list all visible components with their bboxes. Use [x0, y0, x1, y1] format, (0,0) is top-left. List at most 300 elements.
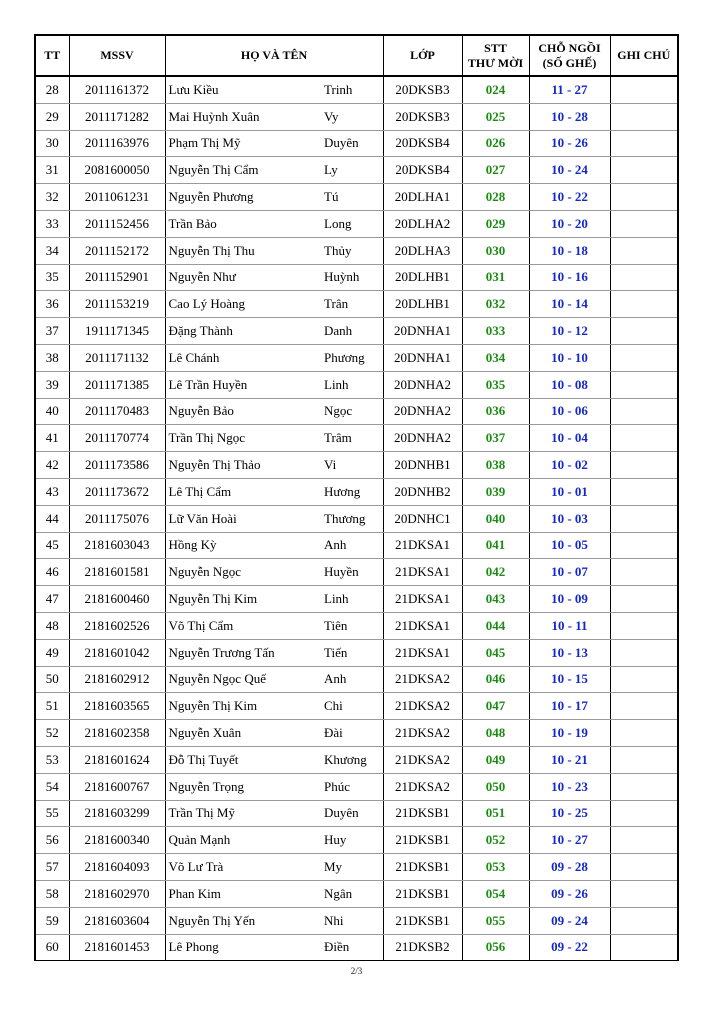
cell-seat: 10 - 04 — [529, 425, 610, 452]
cell-family-middle-name: Lê Thị Cẩm — [165, 478, 320, 505]
cell-family-middle-name: Đỗ Thị Tuyết — [165, 746, 320, 773]
header-invitation-line1: STT — [484, 40, 507, 55]
cell-seat: 10 - 21 — [529, 746, 610, 773]
cell-family-middle-name: Nguyễn Thị Kim — [165, 693, 320, 720]
cell-notes — [610, 291, 678, 318]
cell-tt: 30 — [35, 130, 69, 157]
cell-class: 20DNHB1 — [383, 452, 462, 479]
cell-given-name: Tiên — [320, 612, 383, 639]
cell-class: 21DKSA2 — [383, 746, 462, 773]
cell-student-id: 2011171385 — [69, 371, 165, 398]
cell-class: 21DKSA2 — [383, 773, 462, 800]
cell-notes — [610, 934, 678, 961]
cell-notes — [610, 532, 678, 559]
cell-class: 21DKSA1 — [383, 532, 462, 559]
cell-student-id: 2011061231 — [69, 184, 165, 211]
cell-class: 21DKSA2 — [383, 666, 462, 693]
cell-given-name: Hương — [320, 478, 383, 505]
table-row — [35, 720, 678, 747]
cell-notes — [610, 371, 678, 398]
table-row — [35, 237, 678, 264]
cell-invitation-number: 048 — [462, 720, 529, 747]
cell-student-id: 2181601581 — [69, 559, 165, 586]
cell-invitation-number: 055 — [462, 907, 529, 934]
cell-invitation-number: 051 — [462, 800, 529, 827]
cell-family-middle-name: Trần Thị Mỹ — [165, 800, 320, 827]
table-row — [35, 639, 678, 666]
cell-notes — [610, 478, 678, 505]
cell-seat: 10 - 13 — [529, 639, 610, 666]
cell-seat: 10 - 16 — [529, 264, 610, 291]
table-header — [35, 35, 678, 76]
header-invitation-line2: THƯ MỜI — [467, 55, 524, 70]
cell-tt: 38 — [35, 344, 69, 371]
cell-notes — [610, 76, 678, 103]
table-row — [35, 210, 678, 237]
cell-family-middle-name: Lê Trần Huyền — [165, 371, 320, 398]
cell-tt: 29 — [35, 103, 69, 130]
cell-tt: 49 — [35, 639, 69, 666]
cell-invitation-number: 028 — [462, 184, 529, 211]
table-row — [35, 318, 678, 345]
cell-family-middle-name: Phạm Thị Mỹ — [165, 130, 320, 157]
cell-notes — [610, 880, 678, 907]
cell-family-middle-name: Nguyễn Xuân — [165, 720, 320, 747]
cell-notes — [610, 800, 678, 827]
cell-given-name: Phúc — [320, 773, 383, 800]
cell-notes — [610, 907, 678, 934]
table-row — [35, 157, 678, 184]
cell-notes — [610, 157, 678, 184]
cell-notes — [610, 586, 678, 613]
cell-given-name: Chi — [320, 693, 383, 720]
cell-class: 20DNHA1 — [383, 318, 462, 345]
cell-family-middle-name: Nguyễn Thị Cẩm — [165, 157, 320, 184]
cell-tt: 54 — [35, 773, 69, 800]
cell-tt: 44 — [35, 505, 69, 532]
cell-family-middle-name: Võ Lư Trà — [165, 854, 320, 881]
cell-given-name: Danh — [320, 318, 383, 345]
cell-given-name: My — [320, 854, 383, 881]
cell-invitation-number: 039 — [462, 478, 529, 505]
cell-invitation-number: 024 — [462, 76, 529, 103]
header-class: LỚP — [383, 35, 462, 76]
cell-given-name: Đài — [320, 720, 383, 747]
header-seat — [529, 35, 610, 76]
header-notes: GHI CHÚ — [610, 35, 678, 76]
cell-class: 20DNHA2 — [383, 371, 462, 398]
cell-seat: 10 - 03 — [529, 505, 610, 532]
cell-family-middle-name: Nguyễn Như — [165, 264, 320, 291]
table-row — [35, 76, 678, 103]
cell-class: 20DNHA2 — [383, 425, 462, 452]
cell-seat: 10 - 19 — [529, 720, 610, 747]
cell-given-name: Linh — [320, 586, 383, 613]
cell-student-id: 2181603604 — [69, 907, 165, 934]
cell-family-middle-name: Nguyễn Thị Yến — [165, 907, 320, 934]
cell-seat: 10 - 18 — [529, 237, 610, 264]
cell-tt: 47 — [35, 586, 69, 613]
table-row — [35, 880, 678, 907]
page-number: 2/3 — [350, 966, 363, 976]
cell-invitation-number: 033 — [462, 318, 529, 345]
cell-student-id: 2181602912 — [69, 666, 165, 693]
cell-invitation-number: 044 — [462, 612, 529, 639]
cell-notes — [610, 237, 678, 264]
cell-invitation-number: 030 — [462, 237, 529, 264]
cell-notes — [610, 505, 678, 532]
cell-class: 21DKSA2 — [383, 693, 462, 720]
cell-given-name: Linh — [320, 371, 383, 398]
cell-notes — [610, 854, 678, 881]
cell-notes — [610, 398, 678, 425]
cell-student-id: 2181600767 — [69, 773, 165, 800]
cell-class: 20DKSB4 — [383, 157, 462, 184]
cell-tt: 46 — [35, 559, 69, 586]
cell-class: 20DLHB1 — [383, 291, 462, 318]
table-row — [35, 425, 678, 452]
cell-notes — [610, 344, 678, 371]
cell-seat: 10 - 22 — [529, 184, 610, 211]
cell-family-middle-name: Lê Chánh — [165, 344, 320, 371]
cell-given-name: Anh — [320, 666, 383, 693]
cell-invitation-number: 046 — [462, 666, 529, 693]
cell-given-name: Điền — [320, 934, 383, 961]
table-row — [35, 103, 678, 130]
cell-invitation-number: 031 — [462, 264, 529, 291]
cell-family-middle-name: Đặng Thành — [165, 318, 320, 345]
cell-given-name: Ngân — [320, 880, 383, 907]
cell-seat: 10 - 27 — [529, 827, 610, 854]
cell-student-id: 2181600340 — [69, 827, 165, 854]
header-full-name: HỌ VÀ TÊN — [165, 35, 383, 76]
cell-student-id: 2181602970 — [69, 880, 165, 907]
cell-invitation-number: 034 — [462, 344, 529, 371]
cell-tt: 32 — [35, 184, 69, 211]
cell-invitation-number: 053 — [462, 854, 529, 881]
cell-class: 21DKSB1 — [383, 800, 462, 827]
cell-tt: 51 — [35, 693, 69, 720]
cell-student-id: 2011171132 — [69, 344, 165, 371]
cell-notes — [610, 666, 678, 693]
cell-tt: 37 — [35, 318, 69, 345]
cell-seat: 09 - 24 — [529, 907, 610, 934]
cell-family-middle-name: Nguyễn Ngọc — [165, 559, 320, 586]
cell-given-name: Phương — [320, 344, 383, 371]
cell-seat: 11 - 27 — [529, 76, 610, 103]
table-row — [35, 612, 678, 639]
cell-class: 20DLHA2 — [383, 210, 462, 237]
cell-student-id: 2081600050 — [69, 157, 165, 184]
cell-student-id: 2181602358 — [69, 720, 165, 747]
cell-given-name: Thương — [320, 505, 383, 532]
cell-invitation-number: 041 — [462, 532, 529, 559]
cell-student-id: 2181601453 — [69, 934, 165, 961]
cell-seat: 10 - 08 — [529, 371, 610, 398]
cell-tt: 48 — [35, 612, 69, 639]
cell-class: 20DLHB1 — [383, 264, 462, 291]
cell-given-name: Long — [320, 210, 383, 237]
cell-class: 20DNHA1 — [383, 344, 462, 371]
cell-tt: 56 — [35, 827, 69, 854]
cell-notes — [610, 103, 678, 130]
cell-student-id: 2181600460 — [69, 586, 165, 613]
cell-invitation-number: 026 — [462, 130, 529, 157]
cell-class: 21DKSB1 — [383, 880, 462, 907]
cell-seat: 10 - 06 — [529, 398, 610, 425]
cell-given-name: Duyên — [320, 130, 383, 157]
table-row — [35, 693, 678, 720]
cell-seat: 09 - 22 — [529, 934, 610, 961]
cell-class: 20DNHC1 — [383, 505, 462, 532]
cell-tt: 33 — [35, 210, 69, 237]
cell-student-id: 1911171345 — [69, 318, 165, 345]
cell-family-middle-name: Nguyễn Ngọc Quế — [165, 666, 320, 693]
cell-notes — [610, 264, 678, 291]
cell-tt: 41 — [35, 425, 69, 452]
cell-seat: 10 - 10 — [529, 344, 610, 371]
cell-seat: 10 - 17 — [529, 693, 610, 720]
table-row — [35, 586, 678, 613]
cell-given-name: Trinh — [320, 76, 383, 103]
cell-tt: 35 — [35, 264, 69, 291]
cell-student-id: 2181603043 — [69, 532, 165, 559]
cell-tt: 58 — [35, 880, 69, 907]
cell-invitation-number: 036 — [462, 398, 529, 425]
cell-tt: 39 — [35, 371, 69, 398]
cell-class: 21DKSB1 — [383, 827, 462, 854]
cell-given-name: Anh — [320, 532, 383, 559]
cell-family-middle-name: Mai Huỳnh Xuân — [165, 103, 320, 130]
cell-invitation-number: 032 — [462, 291, 529, 318]
cell-family-middle-name: Nguyễn Thị Kim — [165, 586, 320, 613]
cell-family-middle-name: Nguyễn Trương Tấn — [165, 639, 320, 666]
cell-class: 21DKSB1 — [383, 907, 462, 934]
table-row — [35, 452, 678, 479]
cell-given-name: Trâm — [320, 425, 383, 452]
cell-student-id: 2011161372 — [69, 76, 165, 103]
cell-tt: 53 — [35, 746, 69, 773]
cell-seat: 10 - 12 — [529, 318, 610, 345]
cell-given-name: Vi — [320, 452, 383, 479]
cell-seat: 10 - 07 — [529, 559, 610, 586]
cell-given-name: Vy — [320, 103, 383, 130]
cell-invitation-number: 049 — [462, 746, 529, 773]
table-row — [35, 291, 678, 318]
table-row — [35, 907, 678, 934]
cell-given-name: Nhi — [320, 907, 383, 934]
cell-given-name: Thủy — [320, 237, 383, 264]
cell-seat: 10 - 24 — [529, 157, 610, 184]
cell-family-middle-name: Trần Bảo — [165, 210, 320, 237]
cell-class: 21DKSA1 — [383, 586, 462, 613]
cell-invitation-number: 025 — [462, 103, 529, 130]
cell-family-middle-name: Nguyễn Bảo — [165, 398, 320, 425]
cell-class: 20DLHA1 — [383, 184, 462, 211]
cell-tt: 55 — [35, 800, 69, 827]
cell-class: 21DKSB2 — [383, 934, 462, 961]
header-seat-line1: CHỖ NGỒI — [538, 40, 601, 55]
cell-seat: 10 - 01 — [529, 478, 610, 505]
cell-class: 20DKSB3 — [383, 76, 462, 103]
cell-invitation-number: 040 — [462, 505, 529, 532]
table-row — [35, 371, 678, 398]
cell-given-name: Khương — [320, 746, 383, 773]
cell-notes — [610, 559, 678, 586]
table-row — [35, 800, 678, 827]
cell-student-id: 2011152901 — [69, 264, 165, 291]
cell-given-name: Huỳnh — [320, 264, 383, 291]
cell-tt: 60 — [35, 934, 69, 961]
cell-tt: 28 — [35, 76, 69, 103]
cell-class: 21DKSB1 — [383, 854, 462, 881]
table-row — [35, 478, 678, 505]
cell-notes — [610, 318, 678, 345]
header-seat-line2: (SỐ GHẾ) — [542, 55, 597, 70]
cell-tt: 45 — [35, 532, 69, 559]
cell-notes — [610, 639, 678, 666]
cell-tt: 34 — [35, 237, 69, 264]
table-row — [35, 505, 678, 532]
cell-tt: 31 — [35, 157, 69, 184]
cell-given-name: Huy — [320, 827, 383, 854]
header-mssv: MSSV — [69, 35, 165, 76]
cell-class: 20DLHA3 — [383, 237, 462, 264]
cell-notes — [610, 693, 678, 720]
cell-invitation-number: 047 — [462, 693, 529, 720]
table-row — [35, 934, 678, 961]
table-row — [35, 666, 678, 693]
cell-class: 20DNHB2 — [383, 478, 462, 505]
cell-student-id: 2011153219 — [69, 291, 165, 318]
cell-invitation-number: 056 — [462, 934, 529, 961]
cell-family-middle-name: Nguyễn Thị Thu — [165, 237, 320, 264]
cell-given-name: Tiến — [320, 639, 383, 666]
cell-seat: 10 - 09 — [529, 586, 610, 613]
cell-notes — [610, 612, 678, 639]
cell-student-id: 2181601042 — [69, 639, 165, 666]
cell-invitation-number: 043 — [462, 586, 529, 613]
cell-seat: 10 - 25 — [529, 800, 610, 827]
cell-given-name: Duyên — [320, 800, 383, 827]
cell-student-id: 2011173586 — [69, 452, 165, 479]
cell-tt: 36 — [35, 291, 69, 318]
cell-class: 21DKSA1 — [383, 639, 462, 666]
cell-seat: 10 - 23 — [529, 773, 610, 800]
table-row — [35, 344, 678, 371]
header-tt: TT — [35, 35, 69, 76]
cell-invitation-number: 037 — [462, 425, 529, 452]
cell-student-id: 2181603299 — [69, 800, 165, 827]
cell-student-id: 2181603565 — [69, 693, 165, 720]
cell-family-middle-name: Lữ Văn Hoài — [165, 505, 320, 532]
cell-invitation-number: 029 — [462, 210, 529, 237]
cell-notes — [610, 184, 678, 211]
cell-seat: 09 - 26 — [529, 880, 610, 907]
table-row — [35, 398, 678, 425]
cell-notes — [610, 720, 678, 747]
cell-seat: 10 - 14 — [529, 291, 610, 318]
table-row — [35, 746, 678, 773]
cell-family-middle-name: Lưu Kiều — [165, 76, 320, 103]
cell-family-middle-name: Nguyễn Thị Thảo — [165, 452, 320, 479]
cell-seat: 10 - 05 — [529, 532, 610, 559]
cell-given-name: Ngọc — [320, 398, 383, 425]
cell-student-id: 2011170774 — [69, 425, 165, 452]
cell-invitation-number: 038 — [462, 452, 529, 479]
cell-class: 21DKSA1 — [383, 612, 462, 639]
cell-class: 21DKSA2 — [383, 720, 462, 747]
table-row — [35, 264, 678, 291]
cell-student-id: 2011175076 — [69, 505, 165, 532]
cell-family-middle-name: Trần Thị Ngọc — [165, 425, 320, 452]
cell-invitation-number: 035 — [462, 371, 529, 398]
cell-family-middle-name: Phan Kim — [165, 880, 320, 907]
cell-given-name: Tú — [320, 184, 383, 211]
cell-student-id: 2181602526 — [69, 612, 165, 639]
cell-seat: 10 - 26 — [529, 130, 610, 157]
cell-family-middle-name: Võ Thị Cẩm — [165, 612, 320, 639]
cell-family-middle-name: Nguyễn Phương — [165, 184, 320, 211]
cell-tt: 43 — [35, 478, 69, 505]
student-seating-table — [34, 34, 679, 961]
cell-notes — [610, 452, 678, 479]
header-row — [35, 35, 678, 76]
table-row — [35, 559, 678, 586]
cell-tt: 42 — [35, 452, 69, 479]
cell-student-id: 2181604093 — [69, 854, 165, 881]
cell-family-middle-name: Lê Phong — [165, 934, 320, 961]
cell-student-id: 2011163976 — [69, 130, 165, 157]
cell-notes — [610, 827, 678, 854]
cell-seat: 10 - 28 — [529, 103, 610, 130]
cell-student-id: 2011152456 — [69, 210, 165, 237]
cell-given-name: Huyền — [320, 559, 383, 586]
cell-student-id: 2011173672 — [69, 478, 165, 505]
cell-notes — [610, 210, 678, 237]
cell-invitation-number: 045 — [462, 639, 529, 666]
cell-seat: 10 - 15 — [529, 666, 610, 693]
cell-student-id: 2011152172 — [69, 237, 165, 264]
cell-seat: 09 - 28 — [529, 854, 610, 881]
cell-notes — [610, 130, 678, 157]
cell-class: 20DKSB3 — [383, 103, 462, 130]
cell-student-id: 2011170483 — [69, 398, 165, 425]
table-row — [35, 854, 678, 881]
cell-class: 21DKSA1 — [383, 559, 462, 586]
cell-given-name: Trân — [320, 291, 383, 318]
table-row — [35, 184, 678, 211]
table-body — [35, 76, 678, 961]
cell-notes — [610, 425, 678, 452]
table-row — [35, 130, 678, 157]
cell-invitation-number: 050 — [462, 773, 529, 800]
cell-student-id: 2011171282 — [69, 103, 165, 130]
cell-tt: 52 — [35, 720, 69, 747]
cell-tt: 57 — [35, 854, 69, 881]
cell-seat: 10 - 20 — [529, 210, 610, 237]
table-row — [35, 532, 678, 559]
cell-student-id: 2181601624 — [69, 746, 165, 773]
cell-invitation-number: 052 — [462, 827, 529, 854]
cell-class: 20DNHA2 — [383, 398, 462, 425]
cell-tt: 59 — [35, 907, 69, 934]
cell-tt: 50 — [35, 666, 69, 693]
header-invitation-number — [462, 35, 529, 76]
cell-invitation-number: 054 — [462, 880, 529, 907]
table-row — [35, 827, 678, 854]
cell-invitation-number: 027 — [462, 157, 529, 184]
